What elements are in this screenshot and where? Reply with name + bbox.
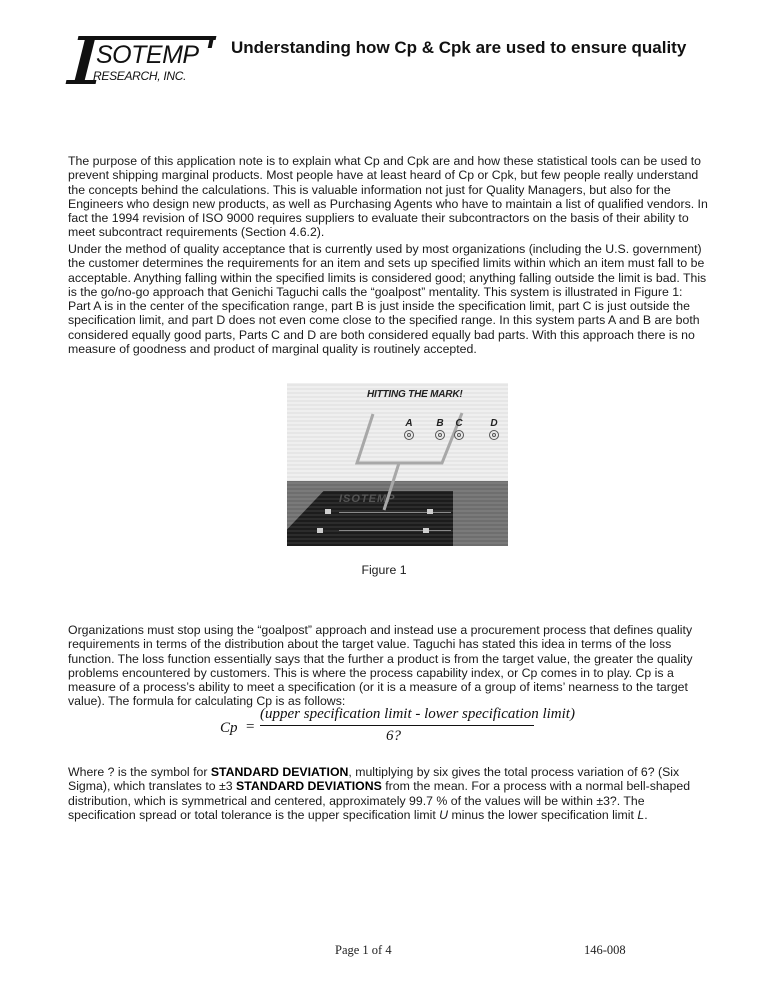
italic-variable: U [439, 807, 449, 822]
figure-hitting-the-mark [287, 383, 508, 546]
formula-lhs: Cp [220, 720, 238, 736]
target-a [401, 419, 417, 440]
target-ring-icon [454, 430, 464, 440]
logo-bar-bottom [66, 80, 97, 84]
goalpost-icon [287, 383, 508, 546]
formula-equals: = [246, 719, 255, 735]
isotemp-logo [66, 36, 216, 86]
text-run: minus the lower specification limit [448, 807, 638, 822]
target-b [432, 419, 448, 440]
logo-bar-top [78, 36, 217, 40]
document-title: Understanding how Cp & Cpk are used to ensure quality [231, 38, 687, 57]
text-run: . [644, 807, 648, 822]
document-number: 146-008 [584, 943, 626, 957]
logo-wordmark: SOTEMP [96, 41, 199, 69]
text-run: , multiplying by six gives the total process variation of 6? (Six Sigma), which translates to ±3 [68, 765, 680, 794]
figure-title: HITTING THE MARK! [367, 389, 463, 400]
taguchi-paragraph: Organizations must stop using the “goalpost” approach and instead use a procurement process that defines quality requirements in terms of the distribution about the target value. Taguchi has stated this idea in terms of the loss function. The loss function essentially says that the further a product is from the target value, the greater the quality problems encountered by customers. This is where the process capability index, or Cp comes in to play. Cp is a measure of a process’s ability to meet a specification (or it is a measure of a group of items’ nearness to the target value). The formula for calculating Cp is as follows: [68, 623, 693, 709]
target-label: B [436, 418, 444, 429]
target-label: D [490, 418, 498, 429]
page-number: Page 1 of 4 [335, 943, 392, 957]
italic-variable: L [637, 807, 645, 822]
formula-denominator: 6? [386, 728, 401, 744]
sigma-paragraph [68, 765, 708, 822]
target-ring-icon [404, 430, 414, 440]
bold-term: STANDARD DEVIATION [210, 765, 349, 779]
intro-paragraph: The purpose of this application note is to explain what Cp and Cpk are and how these statistical tools can be used to prevent shipping marginal products. Most people have at least heard of Cp or Cpk, but few people really understand the concepts behind the calculations. This is valuable information not just for Quality Managers, but also for the Engineers who design new products, as well as Purchasing Agents who have to maintain a list of qualified vendors. In fact the 1994 revision of ISO 9000 requires suppliers to evaluate their subcontractors on the basis of their ability to meet subcontract requirements (Section 4.6.2). [68, 154, 708, 240]
text-run: from the mean. For a process with a normal bell-shaped distribution, which is symmetrical and centered, approximately 99.7 % of the values will be within ±3?. The specification spread or total tolerance is the upper specification limit [68, 779, 691, 822]
target-label: C [455, 418, 463, 429]
logo-bar-right [208, 36, 215, 48]
target-d [486, 419, 502, 440]
target-c [451, 419, 467, 440]
target-ring-icon [489, 430, 499, 440]
field-brand: ISOTEMP [339, 493, 396, 505]
text-run: Where ? is the symbol for [68, 765, 211, 779]
formula-numerator: (upper specification limit - lower specification limit) [260, 706, 575, 722]
target-label: A [405, 418, 413, 429]
goalpost-paragraph: Under the method of quality acceptance that is currently used by most organizations (including the U.S. government) the customer determines the requirements for an item and sets up specified limits within which an item must fall to be acceptable. Anything falling within the specified limits is considered good; anything falling outside the limit is bad. This is the go/no-go approach that Genichi Taguchi calls the “goalpost” mentality. This system is illustrated in Figure 1: Part A is in the center of the specification range, part B is just inside the specification limit, part C is just outside the specification limit, and part D does not even come close to the specified range. In this system parts A and B are both considered equally good parts, Parts C and D are both considered equally bad parts. With this approach there is no measure of goodness and product of marginal quality is routinely accepted. [68, 242, 707, 357]
bold-term: STANDARD DEVIATIONS [236, 779, 382, 794]
figure-caption: Figure 1 [361, 563, 407, 577]
fraction-bar [260, 725, 534, 726]
cp-formula [220, 706, 650, 754]
target-ring-icon [435, 430, 445, 440]
logo-subtitle: RESEARCH, INC. [93, 69, 187, 83]
